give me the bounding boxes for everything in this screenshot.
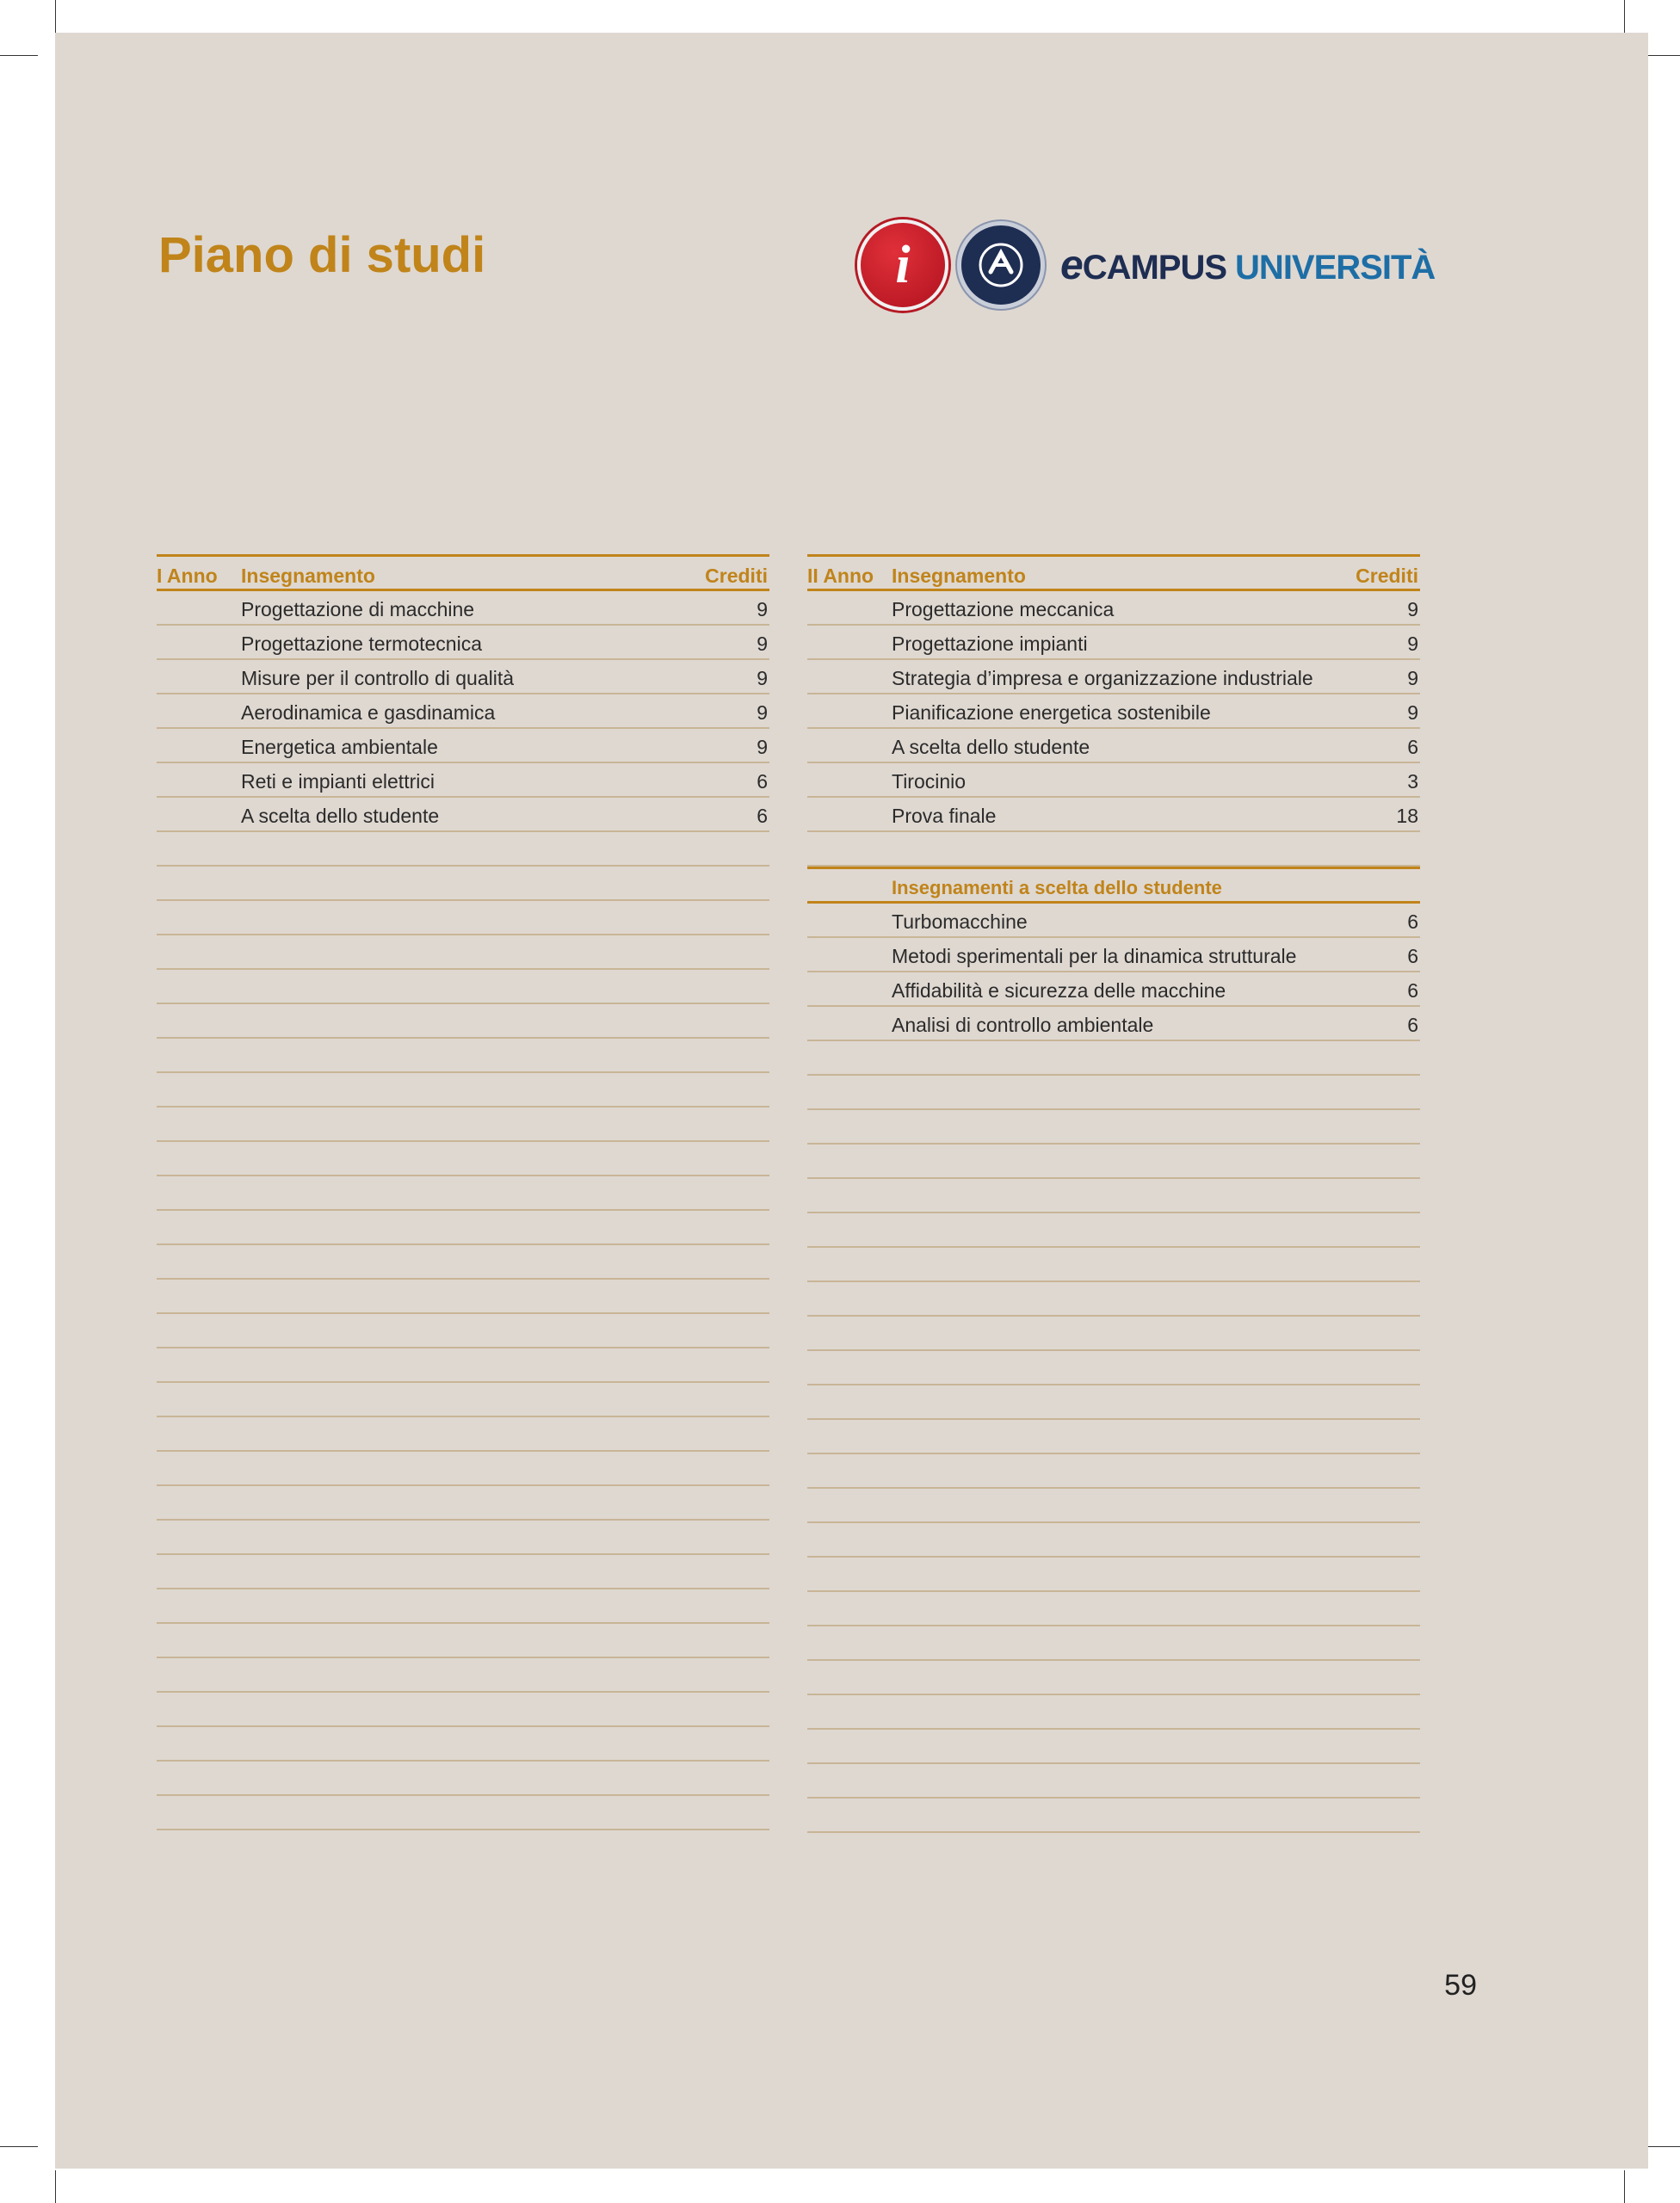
table-row [807,938,1420,972]
empty-row [157,1039,769,1073]
ecampus-wordmark: eCAMPUS UNIVERSITÀ [1060,242,1436,288]
emblem-icon [975,239,1027,291]
empty-row [807,1145,1420,1179]
empty-row [807,1661,1420,1695]
university-seal-logo: i [857,219,948,311]
course-credits: 6 [757,770,768,793]
course-credits: 18 [1396,805,1418,827]
year-header: II Anno [807,565,874,587]
empty-row [807,1076,1420,1110]
course-name: Turbomacchine [892,910,1028,933]
empty-row [807,1523,1420,1558]
course-header: Insegnamento [241,565,375,587]
course-credits: 9 [1407,598,1418,620]
table-row [807,729,1420,763]
table-row [807,626,1420,660]
table-row [157,763,769,798]
course-credits: 9 [1407,667,1418,689]
table-row [157,798,769,832]
empty-row [157,1348,769,1383]
empty-row [157,867,769,901]
empty-row [157,1727,769,1762]
table-row [807,1007,1420,1041]
table-header [807,554,1420,591]
empty-row [157,1245,769,1280]
table-row [157,729,769,763]
crop-mark [0,55,38,56]
course-name: Tirocinio [892,770,967,793]
credits-header: Crediti [1356,565,1418,587]
course-name: Reti e impianti elettrici [241,770,435,793]
empty-row [807,1799,1420,1833]
credits-header: Crediti [705,565,768,587]
crop-mark [55,2170,56,2203]
ecampus-emblem-logo [957,221,1045,309]
crop-mark [55,0,56,33]
table-row [157,591,769,626]
course-name: Energetica ambientale [241,736,438,758]
empty-row [157,1658,769,1693]
electives-subheader [807,867,1420,904]
empty-row [807,1317,1420,1351]
course-name: Progettazione meccanica [892,598,1115,620]
page [55,33,1648,2169]
empty-row [807,1454,1420,1489]
empty-row [157,1280,769,1314]
course-credits: 6 [1407,979,1418,1002]
empty-row [807,1179,1420,1213]
year1-table [157,554,769,1830]
course-credits: 6 [1407,910,1418,933]
course-credits: 9 [1407,701,1418,724]
empty-row [157,1383,769,1417]
year2-table [807,554,1420,1833]
empty-row [807,1213,1420,1248]
table-row [157,694,769,729]
empty-row [157,970,769,1004]
year-header: I Anno [157,565,218,587]
empty-row [807,1041,1420,1076]
empty-row [157,832,769,867]
empty-row [157,1142,769,1176]
table-row [807,660,1420,694]
empty-row [807,1730,1420,1764]
electives-title: Insegnamenti a scelta dello studente [892,877,1222,898]
course-credits: 9 [1407,633,1418,655]
course-name: A scelta dello studente [892,736,1090,758]
empty-row [807,1351,1420,1385]
empty-row [157,1108,769,1142]
logo-group [857,218,1435,312]
table-row [807,694,1420,729]
empty-row [157,901,769,935]
table-row [807,763,1420,798]
course-name: Aerodinamica e gasdinamica [241,701,496,724]
empty-row [157,1555,769,1589]
table-row [157,660,769,694]
course-name: Progettazione impianti [892,633,1088,655]
empty-row [157,1417,769,1452]
course-name: Prova finale [892,805,997,827]
page-title: Piano di studi [158,227,486,283]
course-credits: 9 [757,667,768,689]
empty-row [157,1486,769,1521]
course-credits: 9 [757,701,768,724]
empty-row [157,1693,769,1727]
empty-row [807,1282,1420,1317]
course-credits: 3 [1407,770,1418,793]
empty-row [157,1176,769,1211]
table-header [157,554,769,591]
course-name: Misure per il controllo di qualità [241,667,515,689]
page-number: 59 [1444,1969,1477,2002]
empty-row [157,1796,769,1830]
empty-row [807,1420,1420,1454]
empty-row [807,1626,1420,1661]
empty-row [157,1452,769,1486]
empty-row [807,1248,1420,1282]
course-name: Affidabilità e sicurezza delle macchine [892,979,1226,1002]
empty-row [807,1764,1420,1799]
empty-row [807,1592,1420,1626]
course-name: Metodi sperimentali per la dinamica strutturale [892,945,1297,967]
empty-row [807,832,1420,867]
course-credits: 6 [1407,1014,1418,1036]
course-credits: 9 [757,598,768,620]
course-name: Progettazione di macchine [241,598,475,620]
empty-row [807,1110,1420,1145]
course-header: Insegnamento [892,565,1026,587]
empty-row [157,1762,769,1796]
crop-mark [1624,0,1625,33]
course-credits: 9 [757,633,768,655]
course-credits: 6 [757,805,768,827]
empty-row [807,1385,1420,1420]
empty-row [157,1211,769,1245]
course-name: A scelta dello studente [241,805,440,827]
empty-row [807,1695,1420,1730]
table-row [807,798,1420,832]
crop-mark [0,2146,38,2147]
course-credits: 6 [1407,736,1418,758]
empty-row [157,1624,769,1658]
course-name: Pianificazione energetica sostenibile [892,701,1211,724]
table-row [157,626,769,660]
course-name: Progettazione termotecnica [241,633,482,655]
empty-row [807,1489,1420,1523]
course-name: Strategia d’impresa e organizzazione industriale [892,667,1313,689]
empty-row [807,1558,1420,1592]
table-row [807,591,1420,626]
empty-row [157,1004,769,1039]
course-credits: 6 [1407,945,1418,967]
empty-row [157,1073,769,1108]
table-row [807,904,1420,938]
table-row [807,972,1420,1007]
empty-row [157,1589,769,1624]
empty-row [157,1314,769,1348]
empty-row [157,1521,769,1555]
course-name: Analisi di controllo ambientale [892,1014,1154,1036]
crop-mark [1624,2170,1625,2203]
course-credits: 9 [757,736,768,758]
empty-row [157,935,769,970]
